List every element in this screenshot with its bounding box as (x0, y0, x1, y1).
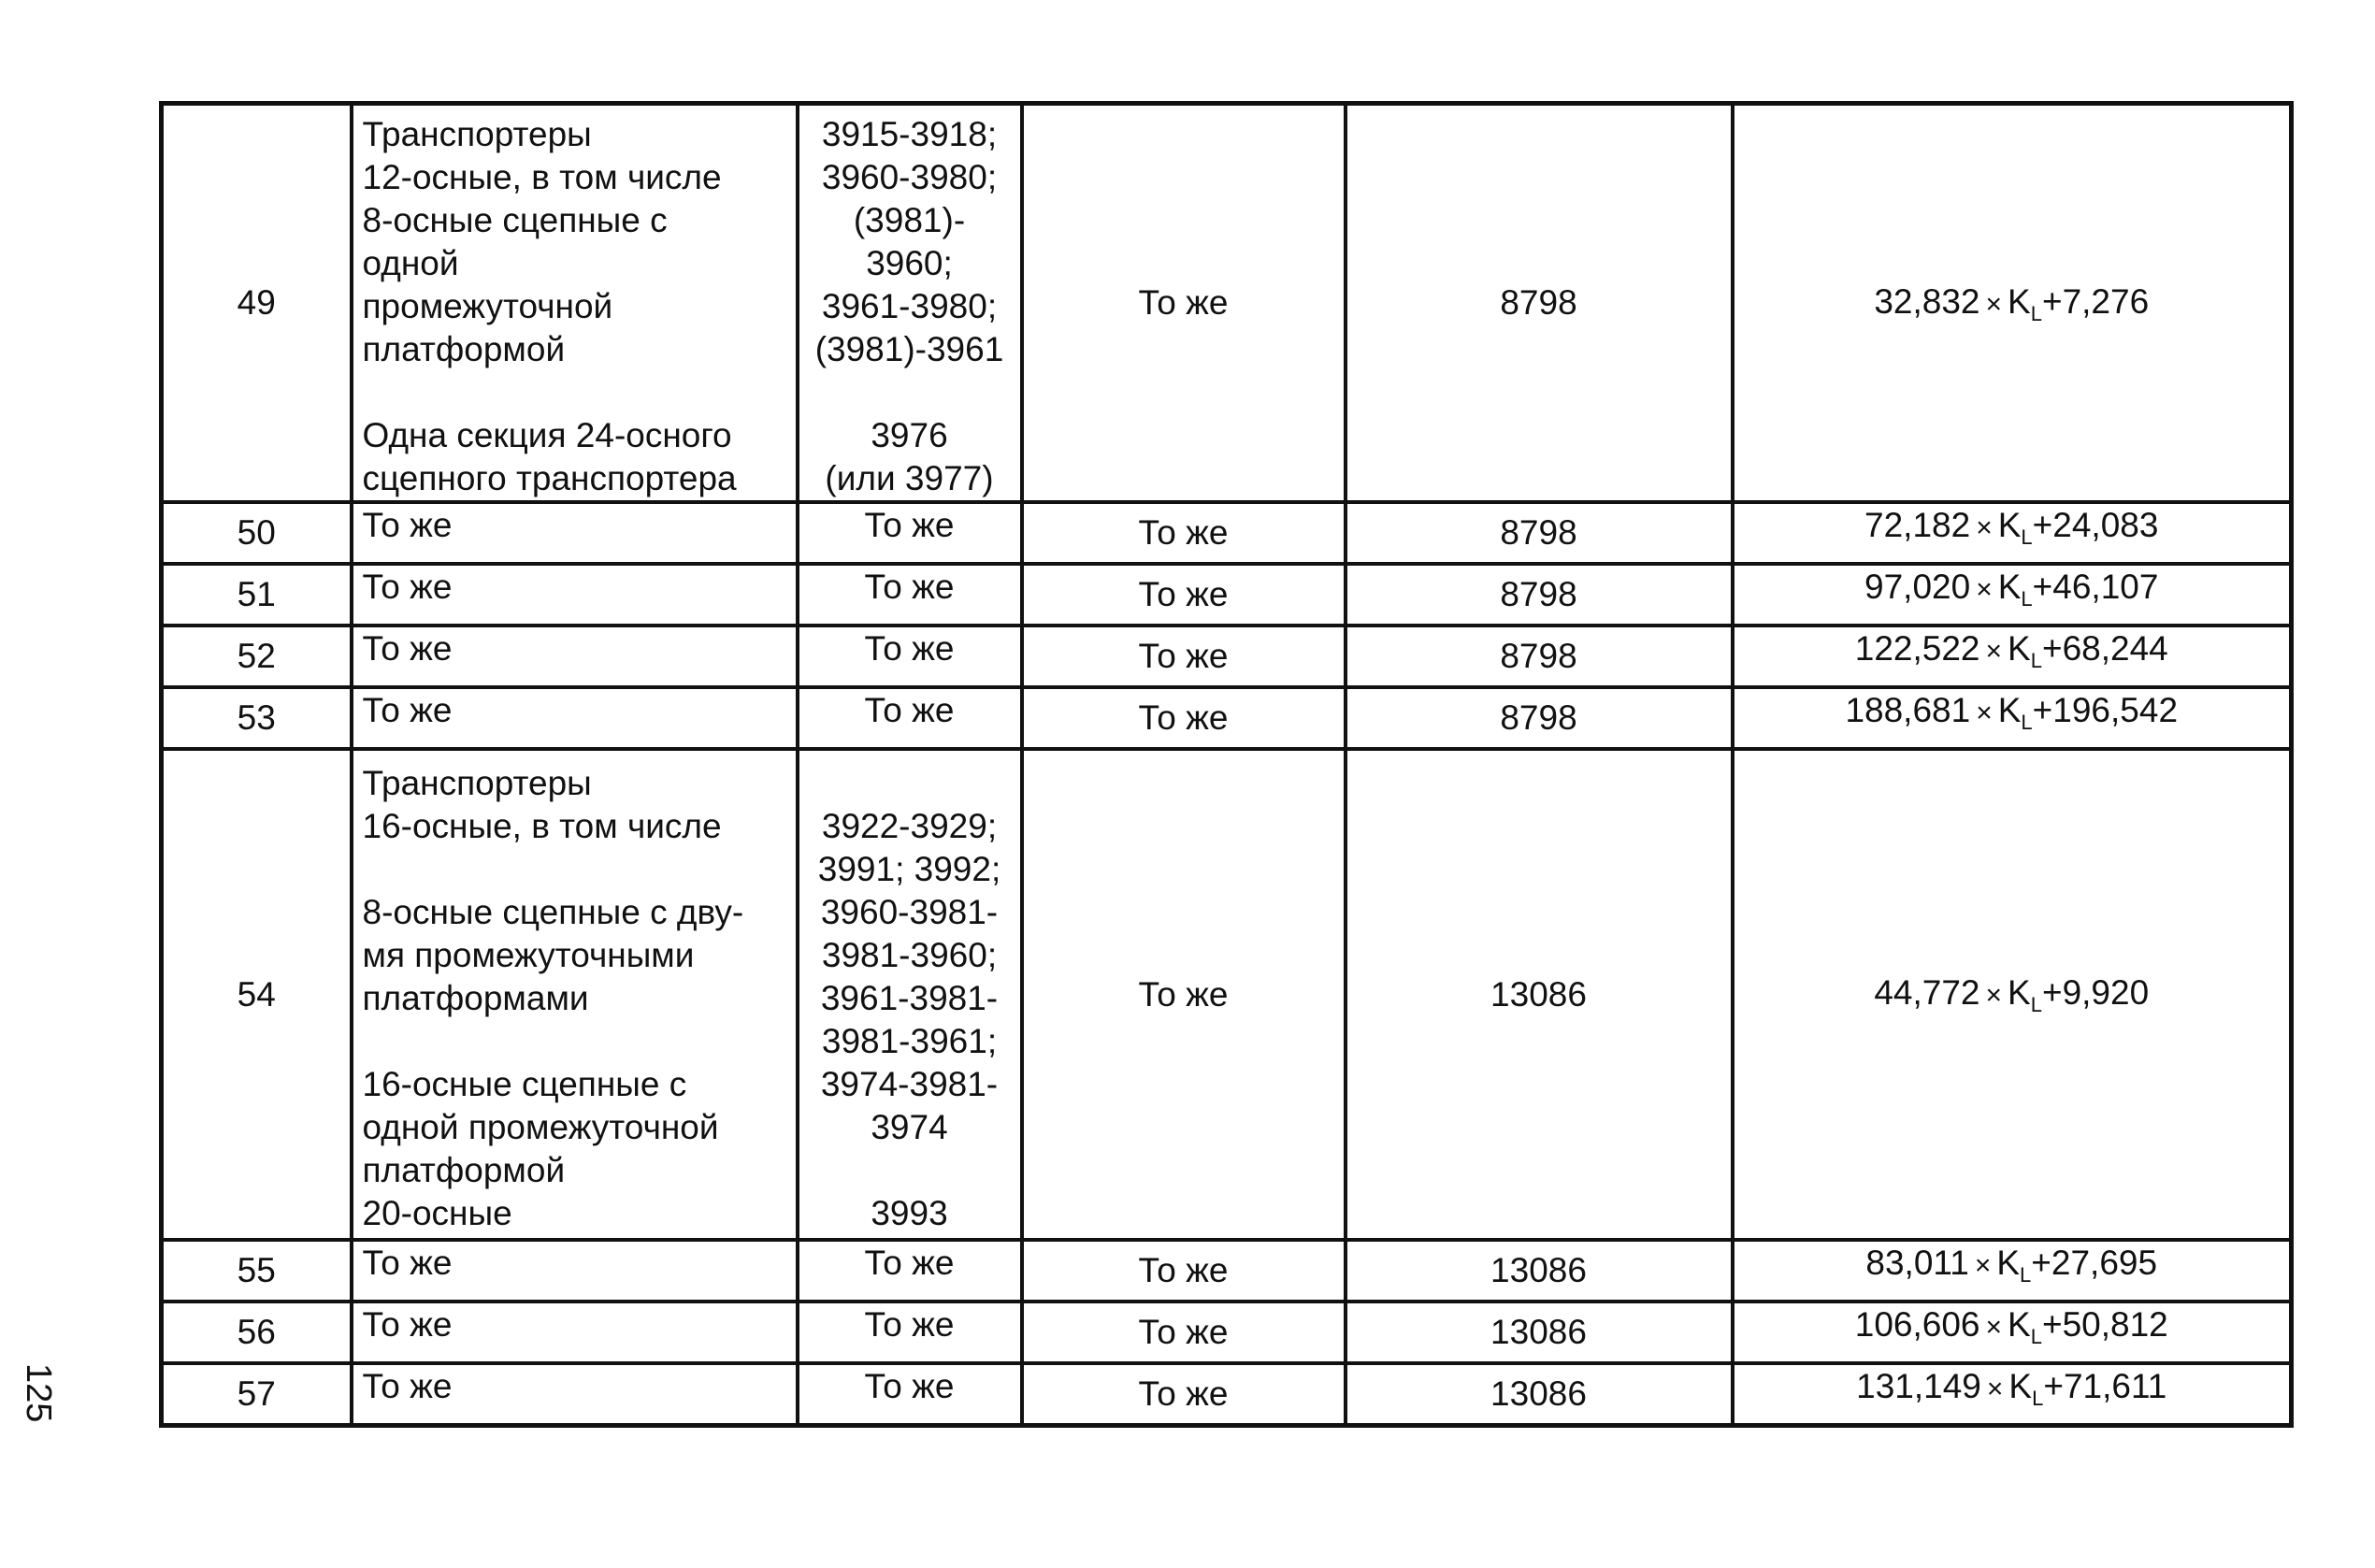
formula-k: K (1997, 506, 2022, 544)
table-row (162, 1363, 2292, 1426)
formula-cell (1733, 502, 2292, 564)
page-number: 125 (19, 1363, 58, 1423)
formula-times: × (1986, 1374, 2004, 1404)
table-row (162, 1302, 2292, 1363)
formula-k-sub: L (2032, 1387, 2044, 1410)
formula-add: +46,107 (2032, 568, 2159, 606)
vehicle-description: То же (352, 687, 798, 749)
formula-coef: 72,182 (1864, 506, 1971, 544)
formula-k: K (2008, 1367, 2033, 1405)
row-number: 53 (162, 687, 352, 749)
model-codes: То же (798, 1302, 1022, 1363)
formula-coef: 83,011 (1865, 1244, 1969, 1282)
formula-add: +27,695 (2031, 1244, 2158, 1282)
model-codes: То же (798, 1363, 1022, 1426)
formula-times: × (1985, 288, 2003, 320)
formula-k-sub: L (2021, 587, 2033, 611)
formula-coef: 106,606 (1854, 1305, 1980, 1344)
formula-cell (1733, 564, 2292, 626)
row-number: 54 (162, 749, 352, 1240)
formula-times: × (1974, 1250, 1992, 1281)
value-cell: 8798 (1346, 687, 1733, 749)
formula-coef: 32,832 (1874, 281, 1980, 321)
vehicle-description: Транспортеры 12-осные, в том числе 8-осные сцепные с одной промежуточной платформой Одна секция 24-осного сцепного транспортера (352, 104, 798, 503)
vehicle-description: То же (352, 1363, 798, 1426)
formula-add: +196,542 (2032, 691, 2179, 729)
formula-cell (1733, 1363, 2292, 1426)
formula-k: K (2008, 281, 2031, 321)
vehicle-description: То же (352, 626, 798, 687)
formula-coef: 122,522 (1854, 629, 1980, 668)
table-row (162, 502, 2292, 564)
model-codes: 3915-3918; 3960-3980; (3981)- 3960; 3961-3980; (3981)-3961 3976 (или 3977) (798, 104, 1022, 503)
formula-k-sub: L (2030, 993, 2042, 1016)
row-number: 57 (162, 1363, 352, 1426)
table-row (162, 626, 2292, 687)
formula-add: +71,611 (2043, 1367, 2167, 1405)
formula-k: K (1996, 1244, 2021, 1282)
vehicle-description: То же (352, 502, 798, 564)
value-cell: 13086 (1346, 1363, 1733, 1426)
formula-add: +50,812 (2041, 1305, 2168, 1344)
same-cell: То же (1022, 502, 1346, 564)
formula-k: K (1997, 691, 2022, 729)
table-row (162, 104, 2292, 503)
formula-coef: 44,772 (1874, 973, 1980, 1012)
row-number: 51 (162, 564, 352, 626)
formula-add: +7,276 (2041, 281, 2150, 321)
model-codes: То же (798, 1240, 1022, 1302)
formula-k-sub: L (2021, 711, 2033, 734)
formula-k-sub: L (2030, 1325, 2042, 1348)
formula-coef: 188,681 (1845, 691, 1971, 729)
table-row (162, 1240, 2292, 1302)
formula-add: +68,244 (2041, 629, 2168, 668)
formula-k: K (1997, 568, 2022, 606)
model-codes: То же (798, 626, 1022, 687)
table-row (162, 687, 2292, 749)
formula-cell (1733, 687, 2292, 749)
formula-k-sub: L (2020, 1263, 2032, 1287)
data-table (159, 101, 2294, 1428)
vehicle-description: То же (352, 564, 798, 626)
formula-times: × (1985, 636, 2003, 667)
same-cell: То же (1022, 1363, 1346, 1426)
value-cell: 13086 (1346, 1302, 1733, 1363)
row-number: 49 (162, 104, 352, 503)
formula-cell (1733, 104, 2292, 503)
same-cell: То же (1022, 749, 1346, 1240)
value-cell: 8798 (1346, 626, 1733, 687)
table-row (162, 749, 2292, 1240)
value-cell: 8798 (1346, 564, 1733, 626)
vehicle-description: То же (352, 1240, 798, 1302)
table-row (162, 564, 2292, 626)
row-number: 52 (162, 626, 352, 687)
value-cell: 13086 (1346, 1240, 1733, 1302)
row-number: 55 (162, 1240, 352, 1302)
formula-coef: 97,020 (1864, 568, 1971, 606)
formula-times: × (1976, 512, 1993, 543)
vehicle-description: Транспортеры 16-осные, в том числе 8-осные сцепные с дву- мя промежуточными платформами 16-осные сцепные с одной промежуточной платформой 20-осные (352, 749, 798, 1240)
model-codes: То же (798, 502, 1022, 564)
formula-k-sub: L (2030, 301, 2042, 325)
same-cell: То же (1022, 104, 1346, 503)
value-cell: 13086 (1346, 749, 1733, 1240)
formula-cell (1733, 1240, 2292, 1302)
same-cell: То же (1022, 1302, 1346, 1363)
formula-k: K (2008, 629, 2031, 668)
model-codes: 3922-3929; 3991; 3992; 3960-3981- 3981-3960; 3961-3981- 3981-3961; 3974-3981- 3974 3993 (798, 749, 1022, 1240)
same-cell: То же (1022, 626, 1346, 687)
formula-k: K (2008, 973, 2031, 1012)
value-cell: 8798 (1346, 502, 1733, 564)
formula-cell (1733, 749, 2292, 1240)
row-number: 50 (162, 502, 352, 564)
formula-times: × (1976, 574, 1993, 605)
formula-times: × (1985, 980, 2003, 1011)
formula-k: K (2008, 1305, 2031, 1344)
vehicle-description: То же (352, 1302, 798, 1363)
same-cell: То же (1022, 564, 1346, 626)
formula-k-sub: L (2030, 649, 2042, 672)
formula-times: × (1985, 1312, 2003, 1343)
model-codes: То же (798, 687, 1022, 749)
same-cell: То же (1022, 687, 1346, 749)
formula-k-sub: L (2021, 525, 2033, 549)
formula-times: × (1976, 698, 1993, 728)
value-cell: 8798 (1346, 104, 1733, 503)
formula-add: +24,083 (2032, 506, 2159, 544)
formula-cell (1733, 626, 2292, 687)
row-number: 56 (162, 1302, 352, 1363)
formula-cell (1733, 1302, 2292, 1363)
formula-coef: 131,149 (1856, 1367, 1981, 1405)
same-cell: То же (1022, 1240, 1346, 1302)
formula-add: +9,920 (2041, 973, 2150, 1012)
model-codes: То же (798, 564, 1022, 626)
